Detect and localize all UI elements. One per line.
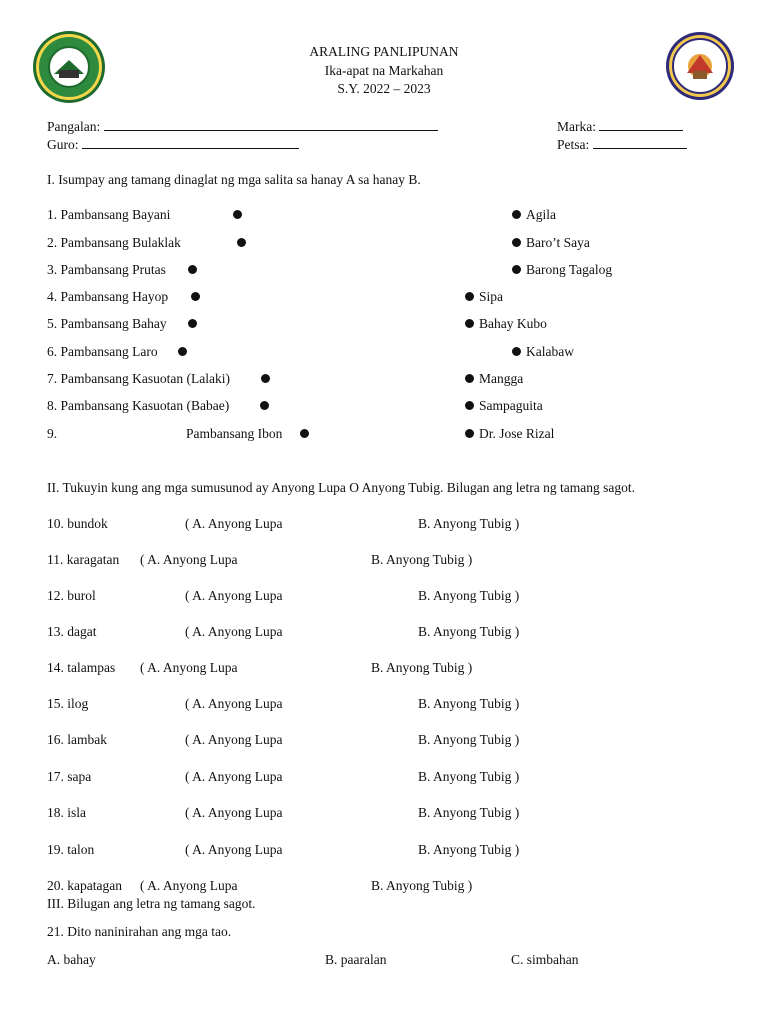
question-item: 13. dagat: [47, 624, 97, 639]
section1-instruction: I. Isumpay ang tamang dinaglat ng mga salita sa hanay A sa hanay B.: [47, 172, 421, 187]
choice-b[interactable]: B. Anyong Tubig ): [418, 842, 520, 857]
left-item: 3. Pambansang Prutas: [47, 262, 166, 277]
quarter-title: Ika-apat na Markahan: [324, 63, 444, 78]
match-dot-right[interactable]: [465, 401, 474, 410]
match-dot-left[interactable]: [191, 292, 200, 301]
choice-b[interactable]: B. Anyong Tubig ): [418, 732, 520, 747]
choice-b[interactable]: B. Anyong Tubig ): [371, 660, 473, 675]
choice-a[interactable]: ( A. Anyong Lupa: [185, 624, 283, 639]
match-dot-left[interactable]: [188, 265, 197, 274]
choice-a[interactable]: ( A. Anyong Lupa: [185, 769, 283, 784]
choice-b[interactable]: B. Anyong Tubig ): [418, 805, 520, 820]
choice-a[interactable]: A. bahay: [47, 952, 96, 967]
match-dot-left[interactable]: [260, 401, 269, 410]
grade-label: Marka:: [557, 119, 596, 134]
choice-a[interactable]: ( A. Anyong Lupa: [185, 842, 283, 857]
choice-b[interactable]: B. Anyong Tubig ): [418, 769, 520, 784]
right-item: Barong Tagalog: [526, 262, 613, 277]
left-item: 5. Pambansang Bahay: [47, 316, 167, 331]
grade-blank[interactable]: [599, 118, 683, 131]
choice-b[interactable]: B. Anyong Tubig ): [418, 516, 520, 531]
question-item: 18. isla: [47, 805, 86, 820]
choice-a[interactable]: ( A. Anyong Lupa: [185, 588, 283, 603]
match-dot-right[interactable]: [512, 265, 521, 274]
left-item: Pambansang Ibon: [186, 426, 283, 441]
teacher-label: Guro:: [47, 137, 79, 152]
match-dot-right[interactable]: [465, 292, 474, 301]
choice-b[interactable]: B. Anyong Tubig ): [418, 696, 520, 711]
grade-field: [557, 118, 683, 135]
question-item: 10. bundok: [47, 516, 108, 531]
date-label: Petsa:: [557, 137, 590, 152]
right-item: Sampaguita: [479, 398, 543, 413]
name-field: [47, 118, 438, 135]
choice-a[interactable]: ( A. Anyong Lupa: [140, 878, 238, 893]
right-item: Baro’t Saya: [526, 235, 590, 250]
choice-b[interactable]: B. Anyong Tubig ): [418, 588, 520, 603]
question-item: 21. Dito naninirahan ang mga tao.: [47, 924, 232, 939]
question-item: 12. burol: [47, 588, 96, 603]
question-item: 11. karagatan: [47, 552, 120, 567]
match-dot-left[interactable]: [233, 210, 242, 219]
section3-instruction: III. Bilugan ang letra ng tamang sagot.: [47, 896, 256, 911]
match-dot-left[interactable]: [237, 238, 246, 247]
subject-title: ARALING PANLIPUNAN: [309, 44, 459, 59]
right-item: Bahay Kubo: [479, 316, 547, 331]
right-item: Mangga: [479, 371, 524, 386]
match-dot-right[interactable]: [512, 210, 521, 219]
date-blank[interactable]: [593, 136, 687, 149]
choice-a[interactable]: ( A. Anyong Lupa: [185, 516, 283, 531]
match-dot-right[interactable]: [465, 319, 474, 328]
name-blank[interactable]: [104, 118, 438, 131]
left-item-number: 9.: [47, 426, 58, 441]
date-field: [557, 136, 687, 153]
choice-a[interactable]: ( A. Anyong Lupa: [185, 732, 283, 747]
school-year: S.Y. 2022 – 2023: [337, 81, 431, 96]
match-dot-right[interactable]: [465, 429, 474, 438]
question-item: 17. sapa: [47, 769, 92, 784]
left-item: 6. Pambansang Laro: [47, 344, 158, 359]
choice-b[interactable]: B. Anyong Tubig ): [418, 624, 520, 639]
choice-a[interactable]: ( A. Anyong Lupa: [185, 805, 283, 820]
left-item: 2. Pambansang Bulaklak: [47, 235, 181, 250]
question-item: 19. talon: [47, 842, 95, 857]
question-item: 15. ilog: [47, 696, 89, 711]
match-dot-left[interactable]: [300, 429, 309, 438]
match-dot-left[interactable]: [261, 374, 270, 383]
match-dot-left[interactable]: [188, 319, 197, 328]
choice-b[interactable]: B. Anyong Tubig ): [371, 552, 473, 567]
match-dot-left[interactable]: [178, 347, 187, 356]
choice-a[interactable]: ( A. Anyong Lupa: [140, 660, 238, 675]
match-dot-right[interactable]: [512, 347, 521, 356]
right-item: Dr. Jose Rizal: [479, 426, 555, 441]
teacher-field: [47, 136, 299, 153]
right-item: Agila: [526, 207, 556, 222]
question-item: 16. lambak: [47, 732, 107, 747]
right-item: Kalabaw: [526, 344, 574, 359]
right-item: Sipa: [479, 289, 504, 304]
question-item: 14. talampas: [47, 660, 116, 675]
match-dot-right[interactable]: [512, 238, 521, 247]
left-item: 1. Pambansang Bayani: [47, 207, 171, 222]
left-item: 8. Pambansang Kasuotan (Babae): [47, 398, 230, 413]
choice-b[interactable]: B. Anyong Tubig ): [371, 878, 473, 893]
question-item: 20. kapatagan: [47, 878, 122, 893]
choice-c[interactable]: C. simbahan: [511, 952, 579, 967]
section2-instruction: II. Tukuyin kung ang mga sumusunod ay Anyong Lupa O Anyong Tubig. Bilugan ang letra ng tamang sagot.: [47, 480, 635, 495]
choice-a[interactable]: ( A. Anyong Lupa: [185, 696, 283, 711]
teacher-blank[interactable]: [82, 136, 299, 149]
left-item: 7. Pambansang Kasuotan (Lalaki): [47, 371, 230, 386]
name-label: Pangalan:: [47, 119, 101, 134]
choice-a[interactable]: ( A. Anyong Lupa: [140, 552, 238, 567]
choice-b[interactable]: B. paaralan: [325, 952, 387, 967]
match-dot-right[interactable]: [465, 374, 474, 383]
left-item: 4. Pambansang Hayop: [47, 289, 169, 304]
